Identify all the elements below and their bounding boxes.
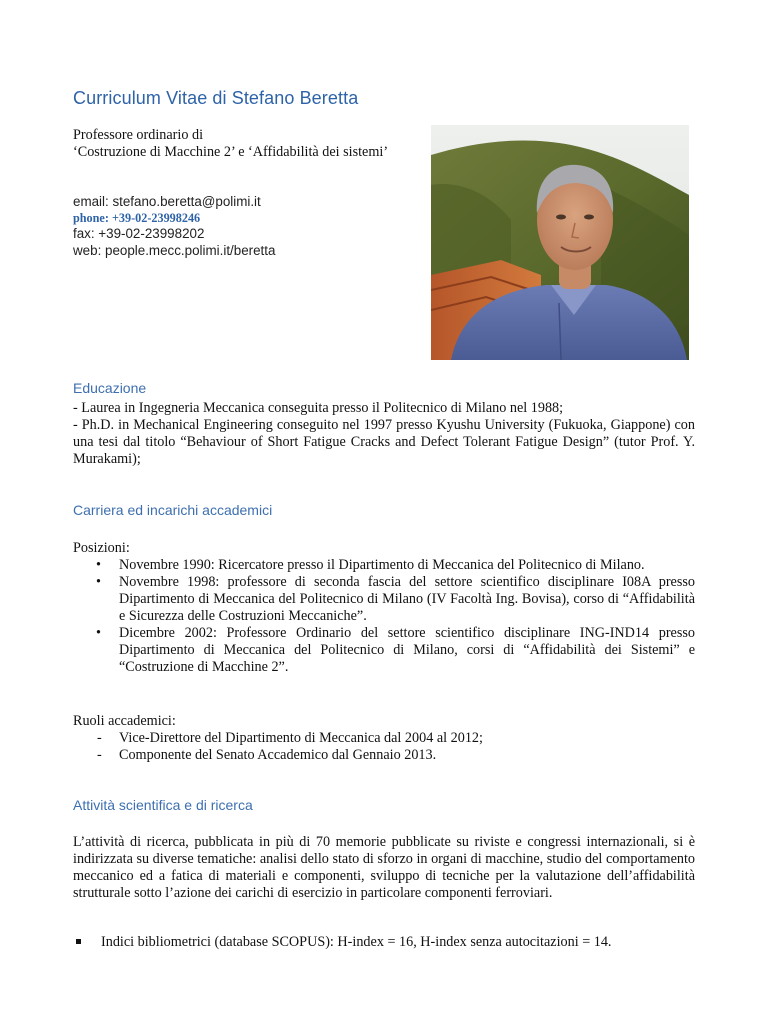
list-item: • Novembre 1998: professore di seconda fascia del settore scientifico disciplinare I08A presso Dipartimento di Meccanica del Politecnico di Milano (IV Facoltà Ing. Bovisa), corso di “Affidabilità e Sicurezza delle Costruzioni Meccaniche”.: [96, 574, 695, 624]
portrait-photo: [431, 125, 689, 360]
positions-label: Posizioni:: [73, 540, 130, 556]
dash-icon: -: [97, 730, 102, 746]
education-item-1: - Laurea in Ingegneria Meccanica conseguita presso il Politecnico di Milano nel 1988;: [73, 400, 564, 416]
dash-icon: -: [97, 747, 102, 763]
email-line[interactable]: email: stefano.beretta@polimi.it: [73, 194, 261, 209]
roles-list: [73, 730, 695, 764]
web-line[interactable]: web: people.mecc.polimi.it/beretta: [73, 242, 276, 258]
positions-list: [73, 557, 695, 676]
roles-label: Ruoli accademici:: [73, 713, 176, 729]
research-paragraph: L’attività di ricerca, pubblicata in più di 70 memorie pubblicate su riviste e congressi internazionali, si è indirizzata su diverse tematiche: analisi dello stato di sforzo in organi di macchine, studio del comportamento meccanico ed a fatica di materiali e componenti, sviluppo di tecniche per la valutazione dell’affidabilità strutturale sotto l’azione dei carichi di esercizio in particolare componenti ferroviari.: [73, 834, 695, 901]
contact-info: [73, 194, 275, 259]
education-item-2: - Ph.D. in Mechanical Engineering conseguito nel 1997 presso Kyushu University (Fukuoka, Giappone) con una tesi dal titolo “Behaviour of Short Fatigue Cracks and Defect Tolerant Fatigue Design” (tutor Prof. Y. Murakami);: [73, 417, 695, 467]
bibliometric-text: Indici bibliometrici (database SCOPUS): H-index = 16, H-index senza autocitazioni = 14.: [101, 934, 612, 950]
list-item: - Componente del Senato Accademico dal Gennaio 2013.: [97, 747, 437, 763]
role-description: [73, 127, 403, 161]
square-bullet-icon: [76, 939, 81, 944]
bullet-icon: •: [96, 557, 101, 573]
bullet-icon: •: [96, 574, 101, 590]
education-heading: Educazione: [73, 380, 147, 396]
phone-line: phone: +39-02-23998246: [73, 211, 201, 226]
list-item: - Vice-Direttore del Dipartimento di Meccanica dal 2004 al 2012;: [97, 730, 483, 746]
page-title: Curriculum Vitae di Stefano Beretta: [73, 88, 359, 108]
bullet-icon: •: [96, 625, 101, 641]
research-heading: Attività scientifica e di ricerca: [73, 797, 253, 813]
list-item: • Dicembre 2002: Professore Ordinario del settore scientifico disciplinare ING-IND14 presso Dipartimento di Meccanica del Politecnico di Milano, corsi di “Affidabilità dei Sistemi” e “Costruzione di Macchine 2”.: [96, 625, 695, 675]
list-item: • Novembre 1990: Ricercatore presso il Dipartimento di Meccanica del Politecnico di Milano.: [96, 557, 645, 573]
role-line-1: Professore ordinario di: [73, 127, 204, 143]
career-heading: Carriera ed incarichi accademici: [73, 502, 273, 518]
fax-line: fax: +39-02-23998202: [73, 226, 205, 242]
role-line-2: ‘Costruzione di Macchine 2’ e ‘Affidabilità dei sistemi’: [73, 144, 389, 160]
